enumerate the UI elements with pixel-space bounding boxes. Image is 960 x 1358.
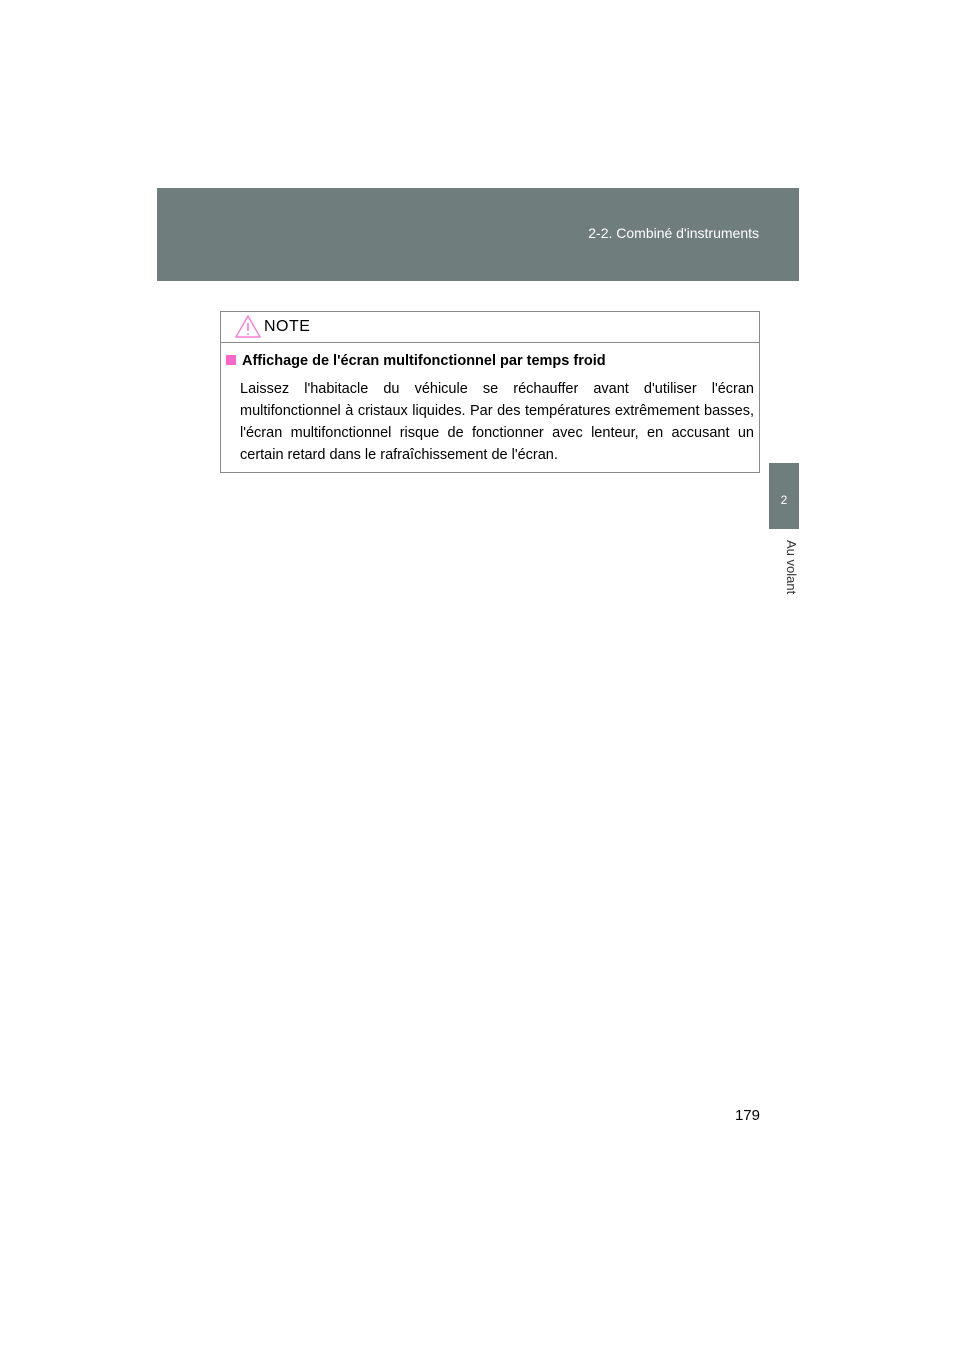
note-label: NOTE — [264, 318, 311, 335]
section-header-band — [157, 188, 799, 281]
chapter-label: Au volant — [784, 540, 799, 595]
page-number: 179 — [734, 1107, 760, 1124]
warning-triangle-icon — [234, 314, 262, 339]
section-title: 2-2. Combiné d'instruments — [588, 225, 759, 241]
square-bullet-icon — [226, 355, 236, 365]
note-heading-line — [226, 353, 606, 369]
note-heading: Affichage de l'écran multifonctionnel par temps froid — [242, 353, 606, 369]
chapter-number: 2 — [780, 493, 788, 507]
note-box — [220, 311, 760, 473]
chapter-tab — [769, 463, 799, 529]
note-body: Laissez l'habitacle du véhicule se réchauffer avant d'utiliser l'écran multifonctionnel à cristaux liquides. Par des températures extrêmement basses, l'écran multifonctionnel risque de fonctionner avec lenteur, en accusant un certain retard dans le rafraîchissement de l'écran. — [240, 381, 754, 463]
note-header — [221, 312, 759, 343]
